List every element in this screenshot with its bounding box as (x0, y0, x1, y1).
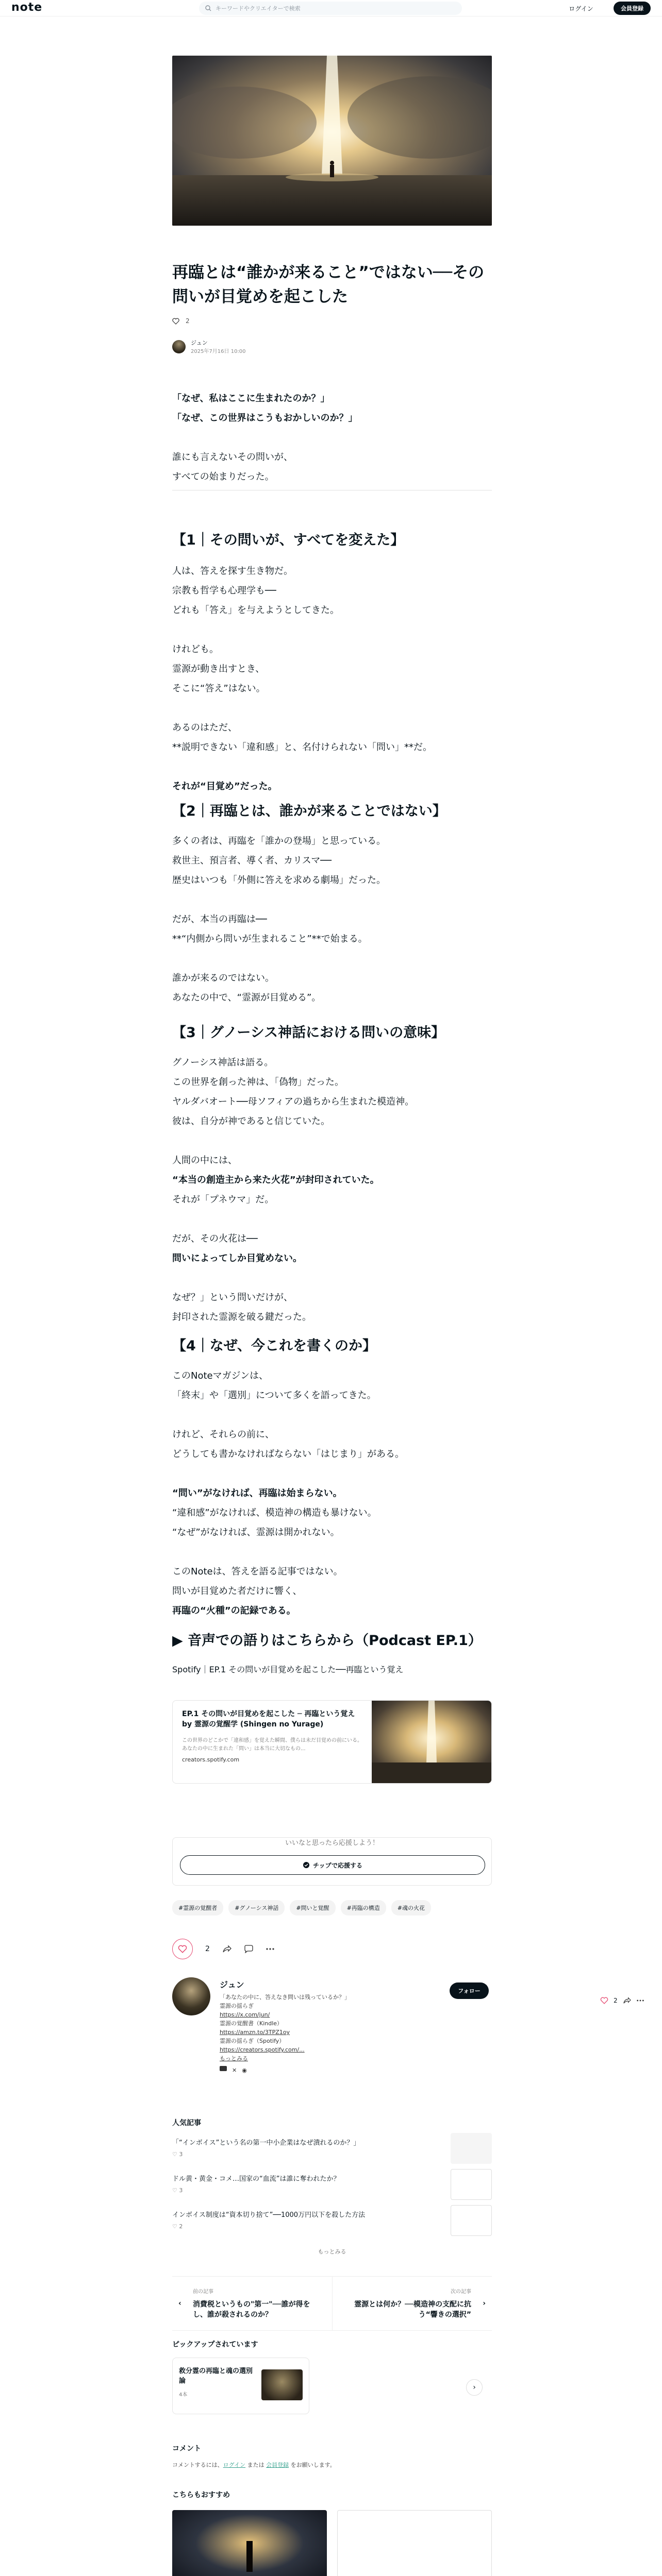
body-line: グノーシス神話は語る。 (172, 1057, 274, 1068)
bio-line: 霊源の揺らぎ (220, 2003, 254, 2009)
carousel-next-button[interactable]: › (466, 2379, 483, 2396)
body-line: “問い”がなければ、再臨は始まらない。 (172, 1488, 342, 1499)
body-line: “本当の創造主から来た火花”が封印されていた。 (172, 1175, 379, 1185)
prev-article[interactable] (172, 2276, 333, 2331)
next-title[interactable]: 霊源とは何か？──模造神の支配に抗う“響きの選択” (354, 2300, 471, 2319)
tag-list (172, 1900, 431, 1916)
body-line: 問いが目覚めた者だけに響く、 (172, 1586, 302, 1597)
search-placeholder: キーワードやクリエイターで検索 (216, 5, 301, 12)
body-line: どれも「答え」を与えようとしてきた。 (172, 605, 339, 616)
spotify-embed-card[interactable] (172, 1700, 492, 1784)
article-title: 再臨とは“誰かが来ること”ではない──その問いが目覚めを起こした (172, 263, 485, 306)
side-stats (600, 1997, 644, 2004)
rss-icon[interactable]: ◉ (242, 2067, 247, 2074)
body-line: 誰かが来るのではない。 (172, 973, 274, 984)
popular-likes: ♡ 2 (172, 2223, 183, 2230)
tip-icon (303, 1861, 310, 1869)
support-box (172, 1837, 492, 1886)
share-icon[interactable] (623, 1997, 631, 2004)
body-line: 「終末」や「選別」について多くを語ってきた。 (172, 1390, 376, 1401)
embed-title: EP.1 その問いが目覚めを起こした ─ 再臨という覚え by 霊源の覚醒学 (Shingen no Yurage) (182, 1710, 355, 1728)
popular-label: 人気記事 (172, 2119, 201, 2127)
tag-chip[interactable]: #再臨の構造 (341, 1900, 386, 1916)
section-body (172, 1053, 492, 1327)
pickup-meta: 4本 (179, 2392, 188, 2398)
prev-label: 前の記事 (193, 2289, 213, 2295)
login-button[interactable]: ログイン (569, 5, 593, 12)
comment-text: コメントするには、 (172, 2462, 223, 2468)
more-icon[interactable] (636, 1999, 644, 2002)
comment-login-prompt (172, 2461, 336, 2469)
bio-line: 「あなたの中に、答えなき問いは残っているか？」 (220, 1994, 350, 2001)
comment-text: または (245, 2462, 267, 2468)
comment-title: コメント (172, 2445, 201, 2453)
like-count: 2 (179, 2223, 183, 2230)
tag-chip[interactable]: #問いと覚醒 (290, 1900, 335, 1916)
intro-line: 「なぜ、私はここに生まれたのか？」 (172, 393, 330, 404)
recommend-card[interactable] (337, 2510, 492, 2576)
popular-thumbnail[interactable] (451, 2169, 492, 2200)
chevron-right-icon: › (483, 2299, 486, 2308)
body-line: 彼は、自分が神であると信じていた。 (172, 1116, 330, 1127)
body-line: それが「プネウマ」だ。 (172, 1194, 274, 1205)
bio-line: 霊源の覚醒書（Kindle） (220, 2020, 283, 2027)
tag-chip[interactable]: #霊源の覚醒者 (172, 1900, 223, 1916)
body-line: このNoteマガジンは、 (172, 1370, 269, 1381)
pickup-card[interactable] (172, 2358, 309, 2414)
chevron-left-icon: ‹ (178, 2299, 181, 2308)
body-line: ヤルダバオート──母ソフィアの過ちから生まれた模造神。 (172, 1096, 415, 1107)
body-line: 救世主、預言者、導く者、カリスマ── (172, 855, 332, 866)
body-line: 人間の中には、 (172, 1155, 237, 1166)
body-line: それが“目覚め”だった。 (172, 781, 277, 792)
hero-image (172, 56, 492, 226)
body-line: **説明できない「違和感」と、名付けられない「問い」**だ。 (172, 742, 432, 753)
body-line: 歴史はいつも「外側に答えを求める劇場」だった。 (172, 875, 386, 886)
body-line: そこに“答え”はない。 (172, 683, 266, 694)
pickup-label: ピックアップされています (172, 2341, 258, 2349)
body-line: このNoteは、答えを語る記事ではない。 (172, 1566, 343, 1577)
section-heading: 【4｜なぜ、今これを書くのか】 (172, 1338, 376, 1354)
heart-icon[interactable] (172, 318, 179, 325)
body-line: この世界を創った神は、「偽物」だった。 (172, 1077, 344, 1088)
share-icon[interactable] (222, 1945, 231, 1953)
popular-item[interactable] (172, 2173, 492, 2194)
bio-link[interactable] (220, 2045, 350, 2054)
search-icon (205, 5, 211, 11)
bio-link[interactable] (220, 2028, 350, 2037)
heart-icon (178, 1945, 187, 1953)
popular-title[interactable]: ドル黄・黄金・コメ…国家の“血流”は誰に奪われたか？ (172, 2175, 340, 2183)
body-line: だが、その火花は── (172, 1233, 258, 1244)
author-row[interactable] (172, 338, 246, 354)
body-line: なぜ？」という問いだけが、 (172, 1292, 293, 1303)
comment-signup-link[interactable]: 会員登録 (266, 2462, 289, 2468)
section-body (172, 1366, 492, 1621)
body-line: あなたの中で、“霊源が目覚める”。 (172, 992, 321, 1003)
embed-url: creators.spotify.com (182, 1756, 240, 1763)
section-heading: 【2｜再臨とは、誰かが来ることではない】 (172, 803, 446, 819)
site-header (0, 0, 662, 16)
body-line: けれども。 (172, 644, 219, 655)
popular-thumbnail[interactable] (451, 2205, 492, 2236)
popular-title[interactable]: インボイス制度は“資本切り捨て”──1000万円以下を殺した方法 (172, 2211, 366, 2219)
youtube-icon[interactable] (220, 2066, 227, 2071)
bio-url[interactable]: https://x.com/jun/ (220, 2011, 270, 2018)
body-line: 問いによってしか目覚めない。 (172, 1253, 302, 1264)
popular-more-link[interactable]: もっとみる (318, 2248, 346, 2255)
popular-title[interactable]: 「“インボイス”という名の第一中小企業はなぜ潰れるのか？」 (172, 2139, 360, 2147)
embed-description: この世界のどこかで「違和感」を覚えた瞬間、僕らは未だ目覚めの前にいる。あなたの中に生まれた「問い」は本当に大切なもの... (182, 1738, 362, 1752)
audio-heading: ▶ 音声での語りはこちらから（Podcast EP.1） (172, 1633, 482, 1649)
intro-text (172, 389, 492, 487)
body-line: “違和感”がなければ、模造神の構造も暴けない。 (172, 1507, 377, 1518)
body-line: **“内側から問いが生まれること”**で始まる。 (172, 934, 368, 944)
tip-button[interactable] (180, 1855, 485, 1875)
section-body (172, 562, 492, 796)
intro-line: 「なぜ、この世界はこうもおかしいのか？」 (172, 413, 358, 423)
section-body (172, 832, 492, 1008)
body-line: 多くの者は、再臨を「誰かの登場」と思っている。 (172, 836, 386, 846)
tag-chip[interactable]: #魂の火花 (391, 1900, 431, 1916)
popular-item[interactable] (172, 2137, 492, 2158)
like-count: 2 (186, 317, 190, 325)
avatar[interactable] (172, 340, 186, 353)
bio-link[interactable] (220, 2010, 350, 2019)
note-logo[interactable]: note (11, 1, 43, 14)
bio-line: 霊源の揺らぎ（Spotify） (220, 2038, 285, 2044)
author-bio (220, 1993, 350, 2075)
popular-item[interactable] (172, 2209, 492, 2230)
more-link[interactable] (220, 2054, 350, 2063)
signup-button[interactable]: 会員登録 (614, 2, 651, 15)
intro-line: 誰にも言えないその問いが、 (172, 452, 293, 463)
action-row (172, 1939, 275, 1959)
body-line: あるのはただ、 (172, 722, 237, 733)
prev-title[interactable]: 消費税というもの"第一"──誰が得をし、誰が殺されるのか？ (193, 2300, 310, 2319)
author-name[interactable]: ジュン (191, 340, 208, 346)
follow-button[interactable]: フォロー (450, 1982, 489, 1999)
like-button[interactable] (172, 1939, 193, 1959)
x-icon[interactable]: ✕ (232, 2067, 237, 2074)
author-name[interactable]: ジュン (220, 1980, 244, 1990)
bio-url[interactable]: https://creators.spotify.com/... (220, 2046, 305, 2053)
article-nav (172, 2276, 492, 2331)
body-line: だが、本当の再臨は── (172, 914, 267, 925)
social-icons (220, 2066, 350, 2075)
heart-icon[interactable] (600, 1997, 608, 2004)
intro-line: すべての始まりだった。 (172, 471, 274, 482)
comment-text: をお願いします。 (289, 2462, 336, 2468)
show-more-link[interactable]: もっとみる (220, 2055, 248, 2062)
like-count: 3 (179, 2151, 183, 2158)
pickup-thumbnail (261, 2369, 303, 2400)
recommend-label: こちらもおすすめ (172, 2491, 230, 2499)
side-like-count: 2 (614, 1997, 618, 2004)
like-count: 2 (205, 1945, 210, 1953)
body-line: どうしても書かなければならない「はじまり」がある。 (172, 1449, 404, 1460)
next-article[interactable] (333, 2276, 492, 2331)
recommend-thumbnail (172, 2510, 327, 2576)
section-heading: 【3｜グノーシス神話における問いの意味】 (172, 1025, 445, 1041)
next-label: 次の記事 (451, 2289, 471, 2295)
author-card (172, 1977, 492, 2074)
body-line: 人は、答えを探す生き物だ。 (172, 566, 293, 577)
section-heading: 【1｜その問いが、すべてを変えた】 (172, 532, 405, 548)
more-icon[interactable] (266, 1947, 275, 1951)
bio-url[interactable]: https://amzn.to/3TPZ1oy (220, 2029, 290, 2036)
tag-chip[interactable]: #グノーシス神話 (228, 1900, 285, 1916)
tip-button-label: チップで応援する (312, 1861, 362, 1869)
embed-thumbnail (372, 1701, 491, 1783)
recommend-thumbnail (337, 2510, 492, 2576)
audio-link[interactable]: Spotify｜EP.1 その問いが目覚めを起こした──再臨という覚え (172, 1665, 404, 1674)
body-line: 宗教も哲学も心理学も── (172, 585, 276, 596)
support-label: いいなと思ったら応援しよう！ (285, 1839, 379, 1847)
like-count: 3 (179, 2187, 183, 2194)
comment-icon[interactable] (244, 1945, 253, 1953)
body-line: 霊源が動き出すとき、 (172, 664, 265, 674)
popular-likes: ♡ 3 (172, 2187, 183, 2194)
body-line: “なぜ”がなければ、霊源は開かれない。 (172, 1527, 340, 1538)
pickup-title[interactable]: 救分霊の再臨と魂の選別論 (179, 2367, 253, 2385)
article-like-row (172, 317, 190, 325)
comment-login-link[interactable]: ログイン (223, 2462, 246, 2468)
body-line: 再臨の“火種”の記録である。 (172, 1605, 296, 1616)
popular-likes: ♡ 3 (172, 2151, 183, 2158)
recommend-card[interactable] (172, 2510, 327, 2576)
popular-thumbnail[interactable] (451, 2133, 492, 2164)
search-input[interactable] (199, 2, 462, 15)
body-line: 封印された霊源を破る鍵だった。 (172, 1312, 311, 1323)
body-line: けれど、それらの前に、 (172, 1429, 274, 1440)
avatar[interactable] (172, 1977, 210, 2015)
publish-date: 2025年7月16日 10:00 (191, 349, 246, 354)
